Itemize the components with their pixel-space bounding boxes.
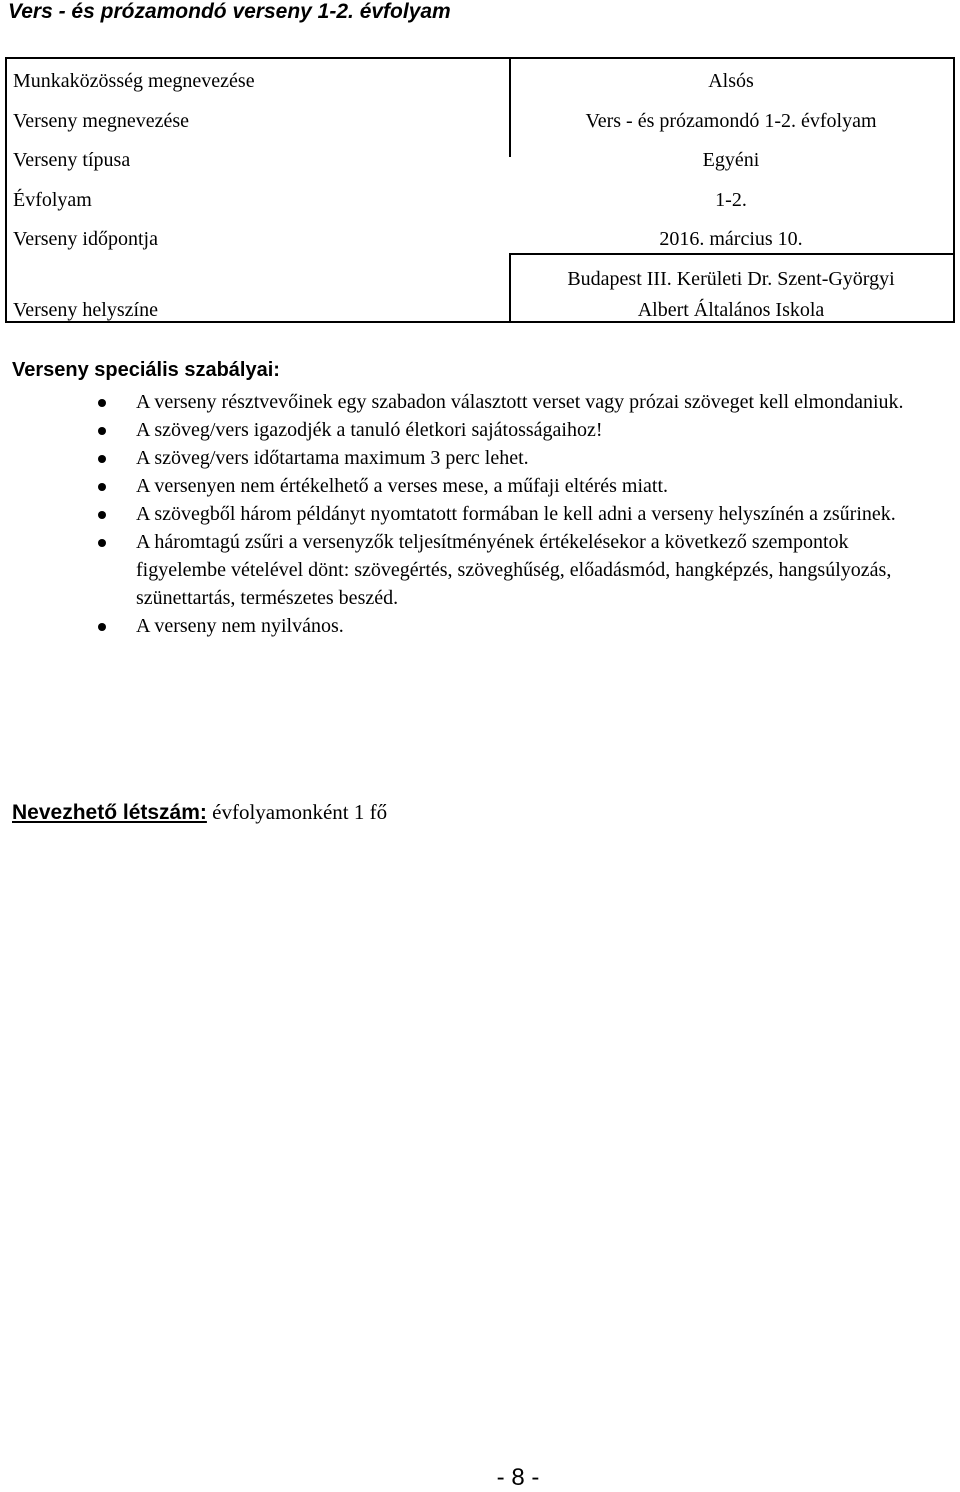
bullet-icon — [98, 455, 106, 463]
tipus-label: Verseny típusa — [13, 149, 131, 171]
rule-item — [0, 444, 941, 472]
rules-heading: Verseny speciális szabályai: — [12, 359, 280, 381]
megnevezes-label: Verseny megnevezése — [13, 110, 190, 132]
rule-item — [0, 416, 941, 444]
info-table — [5, 57, 955, 323]
page-number: - 8 - — [496, 1464, 540, 1491]
bullet-icon — [98, 399, 106, 407]
participant-limit-label: Nevezhető létszám: — [12, 801, 207, 824]
rule-item — [0, 472, 941, 500]
helyszin-value-line1: Budapest III. Kerületi Dr. Szent-Györgyi — [567, 268, 895, 290]
rule-text: A szöveg/vers igazodjék a tanuló életkori sajátosságaihoz! — [136, 419, 603, 441]
helyszin-label: Verseny helyszíne — [13, 299, 158, 321]
document-title: Vers - és prózamondó verseny 1-2. évfolyam — [8, 0, 451, 23]
participant-limit-value: évfolyamonként 1 fő — [212, 800, 388, 824]
rule-text: A verseny résztvevőinek egy szabadon választott verset vagy prózai szöveget kell elmondaniuk. — [136, 391, 904, 413]
rule-text: A szöveg/vers időtartama maximum 3 perc lehet. — [136, 447, 529, 469]
rule-text: A szövegből három példányt nyomtatott formában le kell adni a verseny helyszínén a zsűrinek. — [136, 503, 896, 525]
rule-item — [0, 500, 941, 528]
evfolyam-value: 1-2. — [715, 189, 747, 211]
rule-item — [0, 612, 941, 640]
megnevezes-value: Vers - és prózamondó 1-2. évfolyam — [585, 110, 877, 132]
bullet-icon — [98, 511, 106, 519]
munkakozosseg-label: Munkaközösség megnevezése — [13, 70, 255, 92]
rule-text: A versenyen nem értékelhető a verses mese, a műfaji eltérés miatt. — [136, 475, 669, 497]
rule-text: A háromtagú zsűri a versenyzők teljesítményének értékelésekor a következő szempontok figyelembe vételével dönt: szövegértés, szöveghűség, előadásmód, hangképzés, hangsúlyozás, szünettartás, természetes beszéd. — [136, 531, 892, 609]
bullet-icon — [98, 427, 106, 435]
rule-item — [0, 528, 941, 612]
tipus-value: Egyéni — [702, 149, 760, 171]
bullet-icon — [98, 539, 106, 547]
rule-text: A verseny nem nyilvános. — [136, 615, 344, 637]
table-divider — [509, 253, 953, 255]
bullet-icon — [98, 623, 106, 631]
rules-list — [0, 388, 960, 640]
participant-limit — [12, 798, 387, 827]
rule-item — [0, 388, 941, 416]
helyszin-value-line2: Albert Általános Iskola — [637, 299, 825, 321]
evfolyam-label: Évfolyam — [13, 189, 92, 211]
idopont-label: Verseny időpontja — [13, 228, 158, 250]
bullet-icon — [98, 483, 106, 491]
munkakozosseg-value: Alsós — [708, 70, 754, 92]
idopont-value: 2016. március 10. — [659, 228, 803, 250]
